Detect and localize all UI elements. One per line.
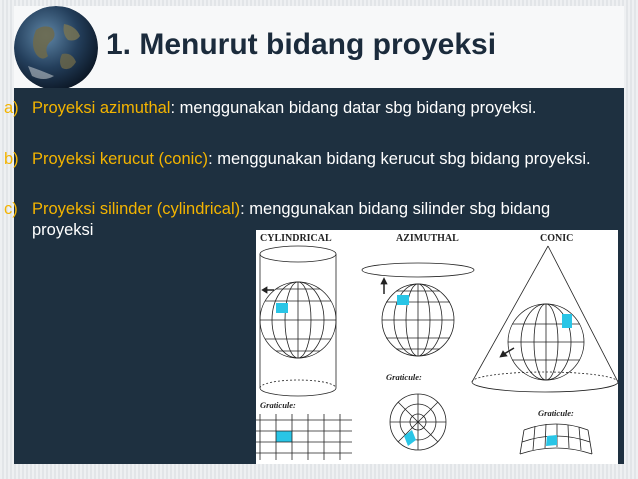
term-highlight: Proyeksi kerucut (conic)	[32, 150, 209, 168]
cylindrical-graticule	[256, 414, 352, 460]
term-highlight: Proyeksi azimuthal	[32, 99, 171, 117]
azimuthal-label: AZIMUTHAL	[396, 233, 459, 244]
cylindrical-label: CYLINDRICAL	[260, 233, 332, 244]
graticule-label-azimuthal: Graticule:	[386, 372, 422, 382]
azimuthal-projection	[362, 263, 474, 450]
cylindrical-projection	[260, 246, 336, 396]
term-description: : menggunakan bidang kerucut sbg bidang proyeksi.	[208, 150, 591, 168]
slide-title: 1. Menurut bidang proyeksi	[106, 28, 497, 61]
term-highlight: Proyeksi silinder (cylindrical)	[32, 200, 241, 218]
conic-label: CONIC	[540, 233, 574, 244]
term-description: : menggunakan bidang datar sbg bidang proyeksi.	[170, 99, 537, 117]
term-description: : menggunakan bidang silinder sbg bidang proyeksi	[32, 200, 551, 239]
conic-projection	[472, 246, 618, 454]
projection-diagram	[256, 230, 618, 464]
graticule-label-conic: Graticule:	[538, 408, 574, 418]
list-marker: c)	[4, 200, 18, 218]
graticule-label-cylindrical: Graticule:	[260, 400, 296, 410]
globe-icon	[14, 6, 98, 90]
list-marker: a)	[4, 99, 19, 117]
list-marker: b)	[4, 150, 19, 168]
